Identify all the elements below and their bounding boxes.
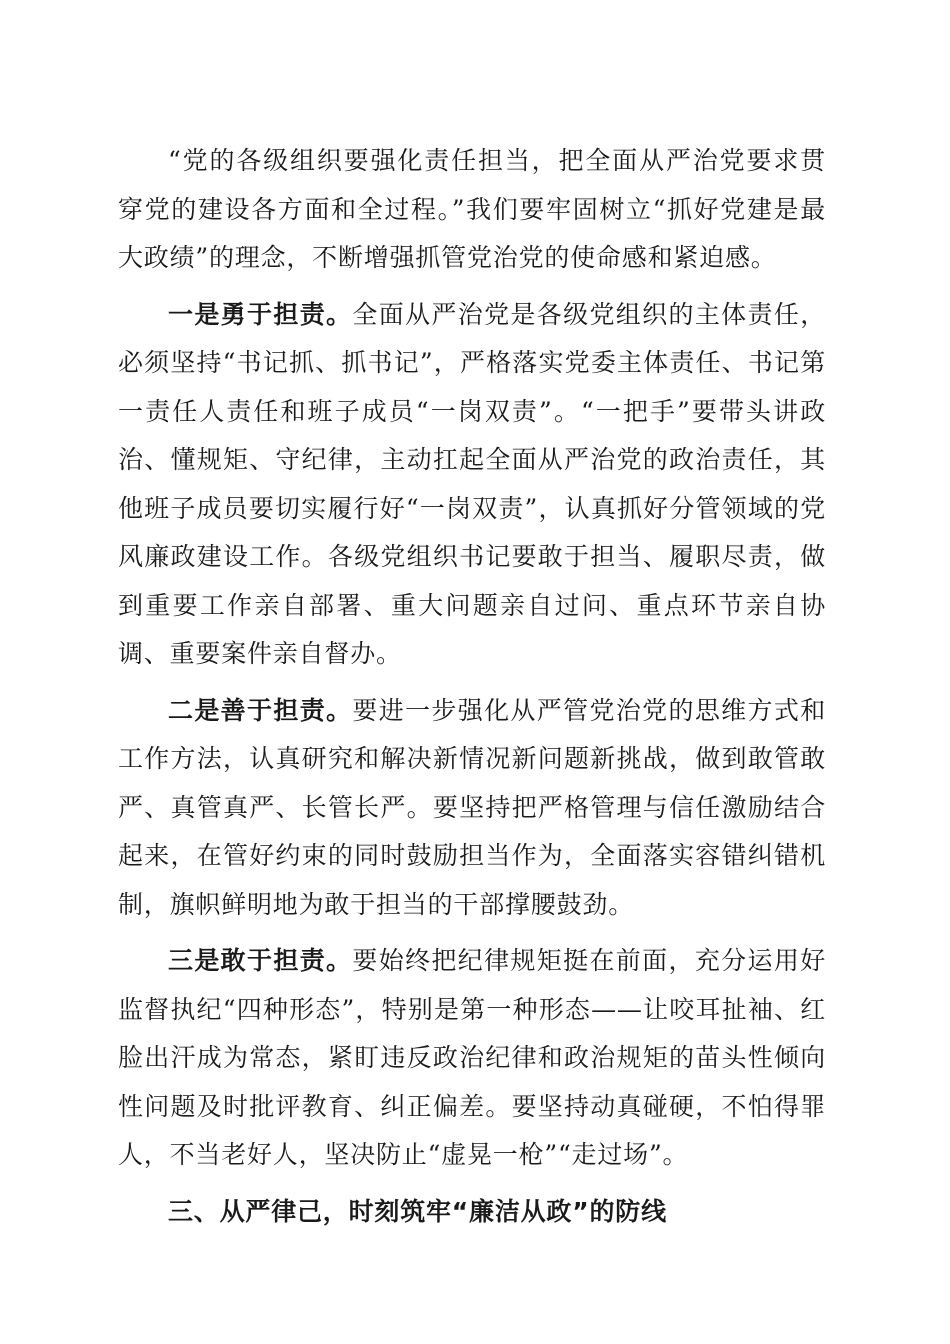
paragraph-intro [118,137,826,283]
paragraph-point-three-text: 要始终把纪律规矩挺在前面，充分运用好监督执纪“四种形态”，特别是第一种形态——让咬耳扯袖、红脸出汗成为常态，紧盯违反政治纪律和政治规矩的苗头性倾向性问题及时批评教育、纠正偏差。要坚持动真碰硬，不怕得罪人，不当老好人，坚决防止“虚晃一枪”“走过场”。 [118,946,826,1169]
paragraph-point-two-lead: 二是善于担责。 [168,695,353,725]
document-body [118,137,826,1236]
section-heading: 三、从严律己，时刻筑牢“廉洁从政”的防线 [168,1196,667,1226]
paragraph-intro-text: “党的各级组织要强化责任担当，把全面从严治党要求贯穿党的建设各方面和全过程。”我们要牢固树立“抓好党建是最大政绩”的理念，不断增强抓管党治党的使命感和紧迫感。 [118,146,826,272]
paragraph-point-one-text: 全面从严治党是各级党组织的主体责任，必须坚持“书记抓、抓书记”，严格落实党委主体责任、书记第一责任人责任和班子成员“一岗双责”。“一把手”要带头讲政治、懂规矩、守纪律，主动扛起全面从严治党的政治责任，其他班子成员要切实履行好“一岗双责”，认真抓好分管领域的党风廉政建设工作。各级党组织书记要敢于担当、履职尽责，做到重要工作亲自部署、重大问题亲自过问、重点环节亲自协调、重要案件亲自督办。 [118,299,826,668]
paragraph-point-two-text: 要进一步强化从严管党治党的思维方式和工作方法，认真研究和解决新情况新问题新挑战，做到敢管敢严、真管真严、长管长严。要坚持把严格管理与信任激励结合起来，在管好约束的同时鼓励担当作为，全面落实容错纠错机制，旗帜鲜明地为敢于担当的干部撑腰鼓劲。 [118,695,826,919]
paragraph-point-two [118,687,826,930]
paragraph-point-three [118,937,826,1180]
paragraph-point-three-lead: 三是敢于担责。 [168,946,353,975]
paragraph-point-one [118,291,826,679]
paragraph-point-one-lead: 一是勇于担责。 [168,299,353,329]
